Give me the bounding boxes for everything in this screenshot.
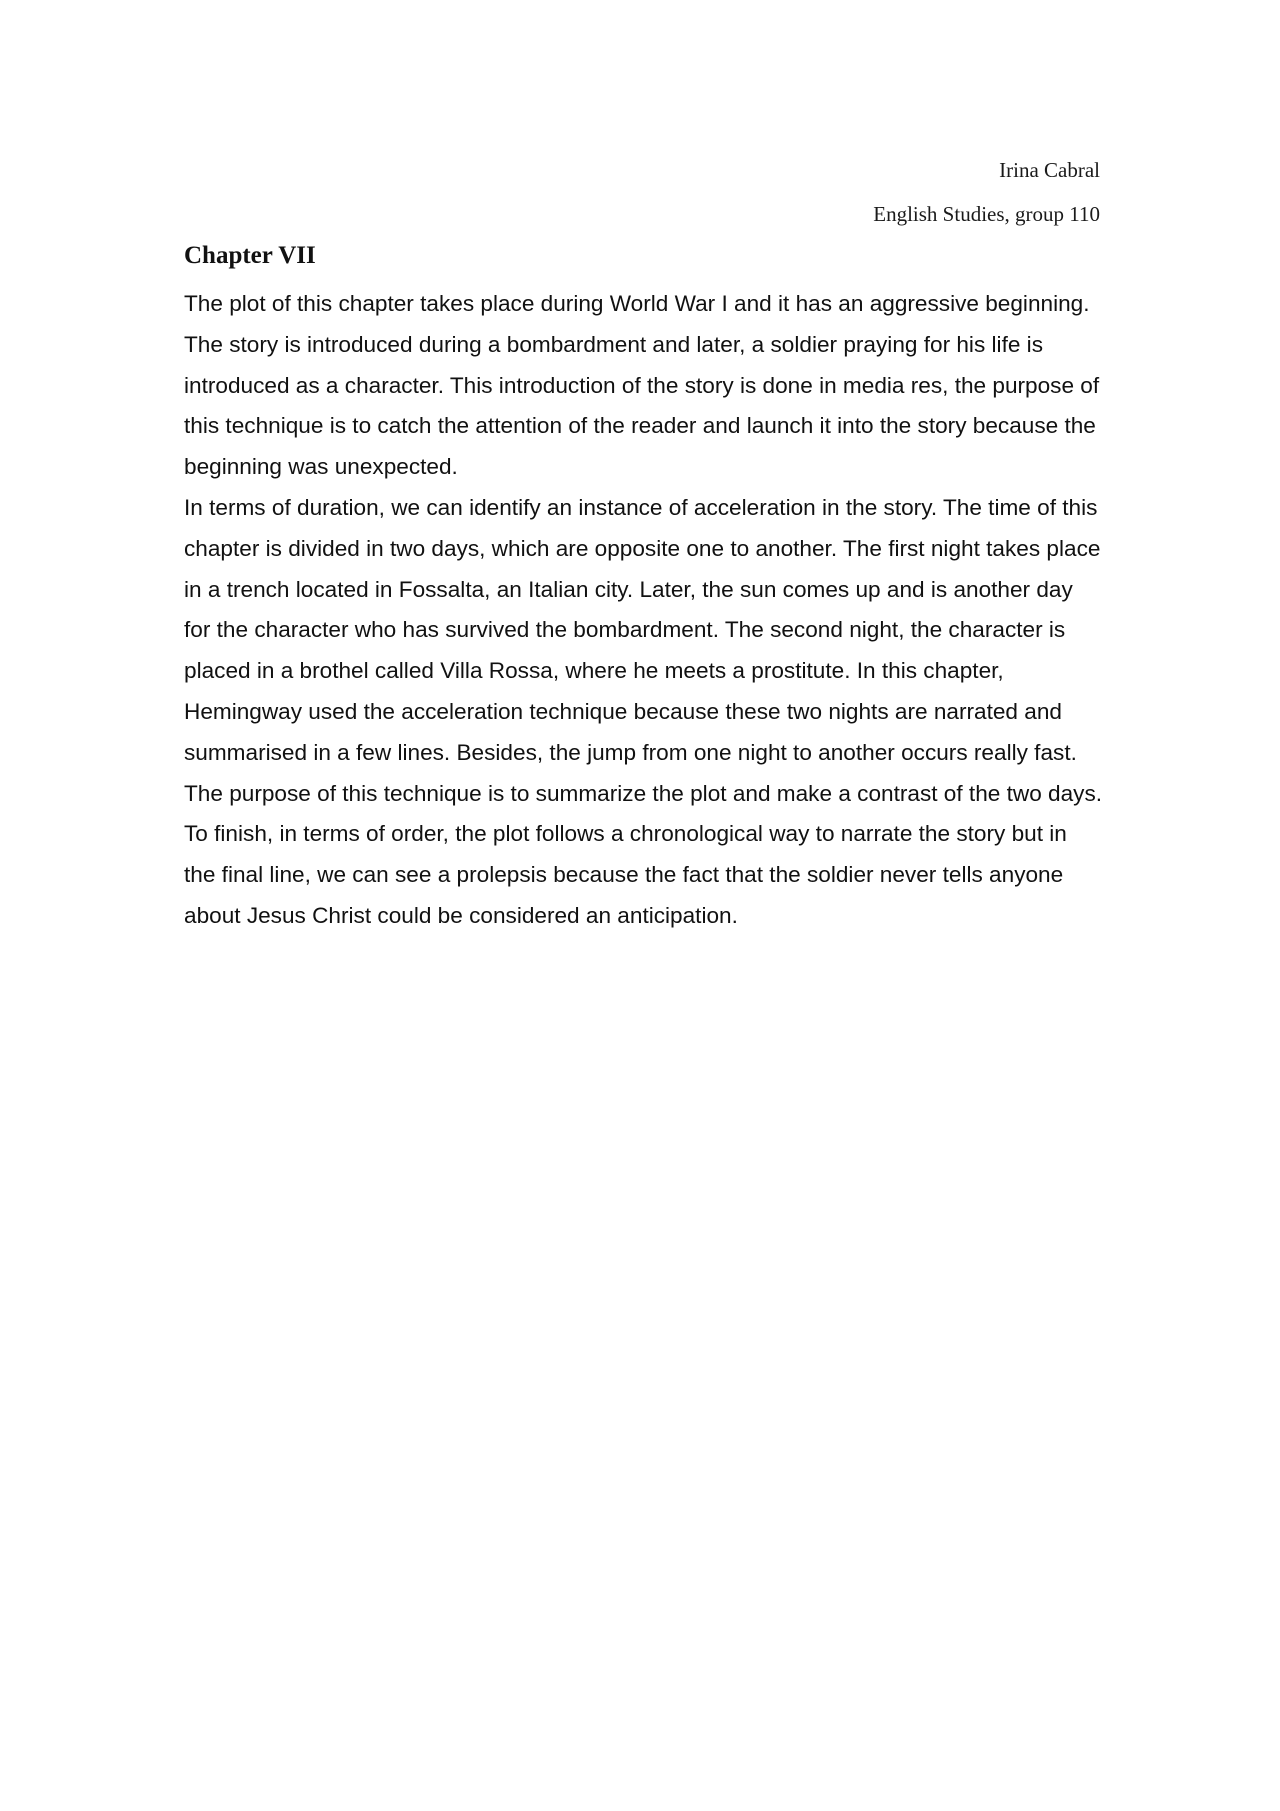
- paragraph-2: In terms of duration, we can identify an instance of acceleration in the story. The time of this chapter is divided in two days, which are opposite one to another. The first night takes place in a trench located in Fossalta, an Italian city. Later, the sun comes up and is another day for the character who has survived the bombardment. The second night, the character is placed in a brothel called Villa Rossa, where he meets a prostitute. In this chapter, Hemingway used the acceleration technique because these two nights are narrated and summarised in a few lines. Besides, the jump from one night to another occurs really fast. The purpose of this technique is to summarize the plot and make a contrast of the two days.: [184, 494, 1103, 806]
- paragraph-1: The plot of this chapter takes place during World War I and it has an aggressive beginning. The story is introduced during a bombardment and later, a soldier praying for his life is introduced as a character. This introduction of the story is done in media res, the purpose of this technique is to catch the attention of the reader and launch it into the story because the beginning was unexpected.: [184, 291, 1100, 480]
- author-name: Irina Cabral: [999, 158, 1100, 182]
- chapter-title: Chapter VII: [184, 242, 316, 269]
- course-info: English Studies, group 110: [873, 202, 1100, 226]
- document-header: [184, 148, 1100, 236]
- paragraph-3: To finish, in terms of order, the plot follows a chronological way to narrate the story but in the final line, we can see a prolepsis because the fact that the soldier never tells anyone about Jesus Christ could be considered an anticipation.: [184, 821, 1067, 928]
- chapter-body: [184, 284, 1104, 937]
